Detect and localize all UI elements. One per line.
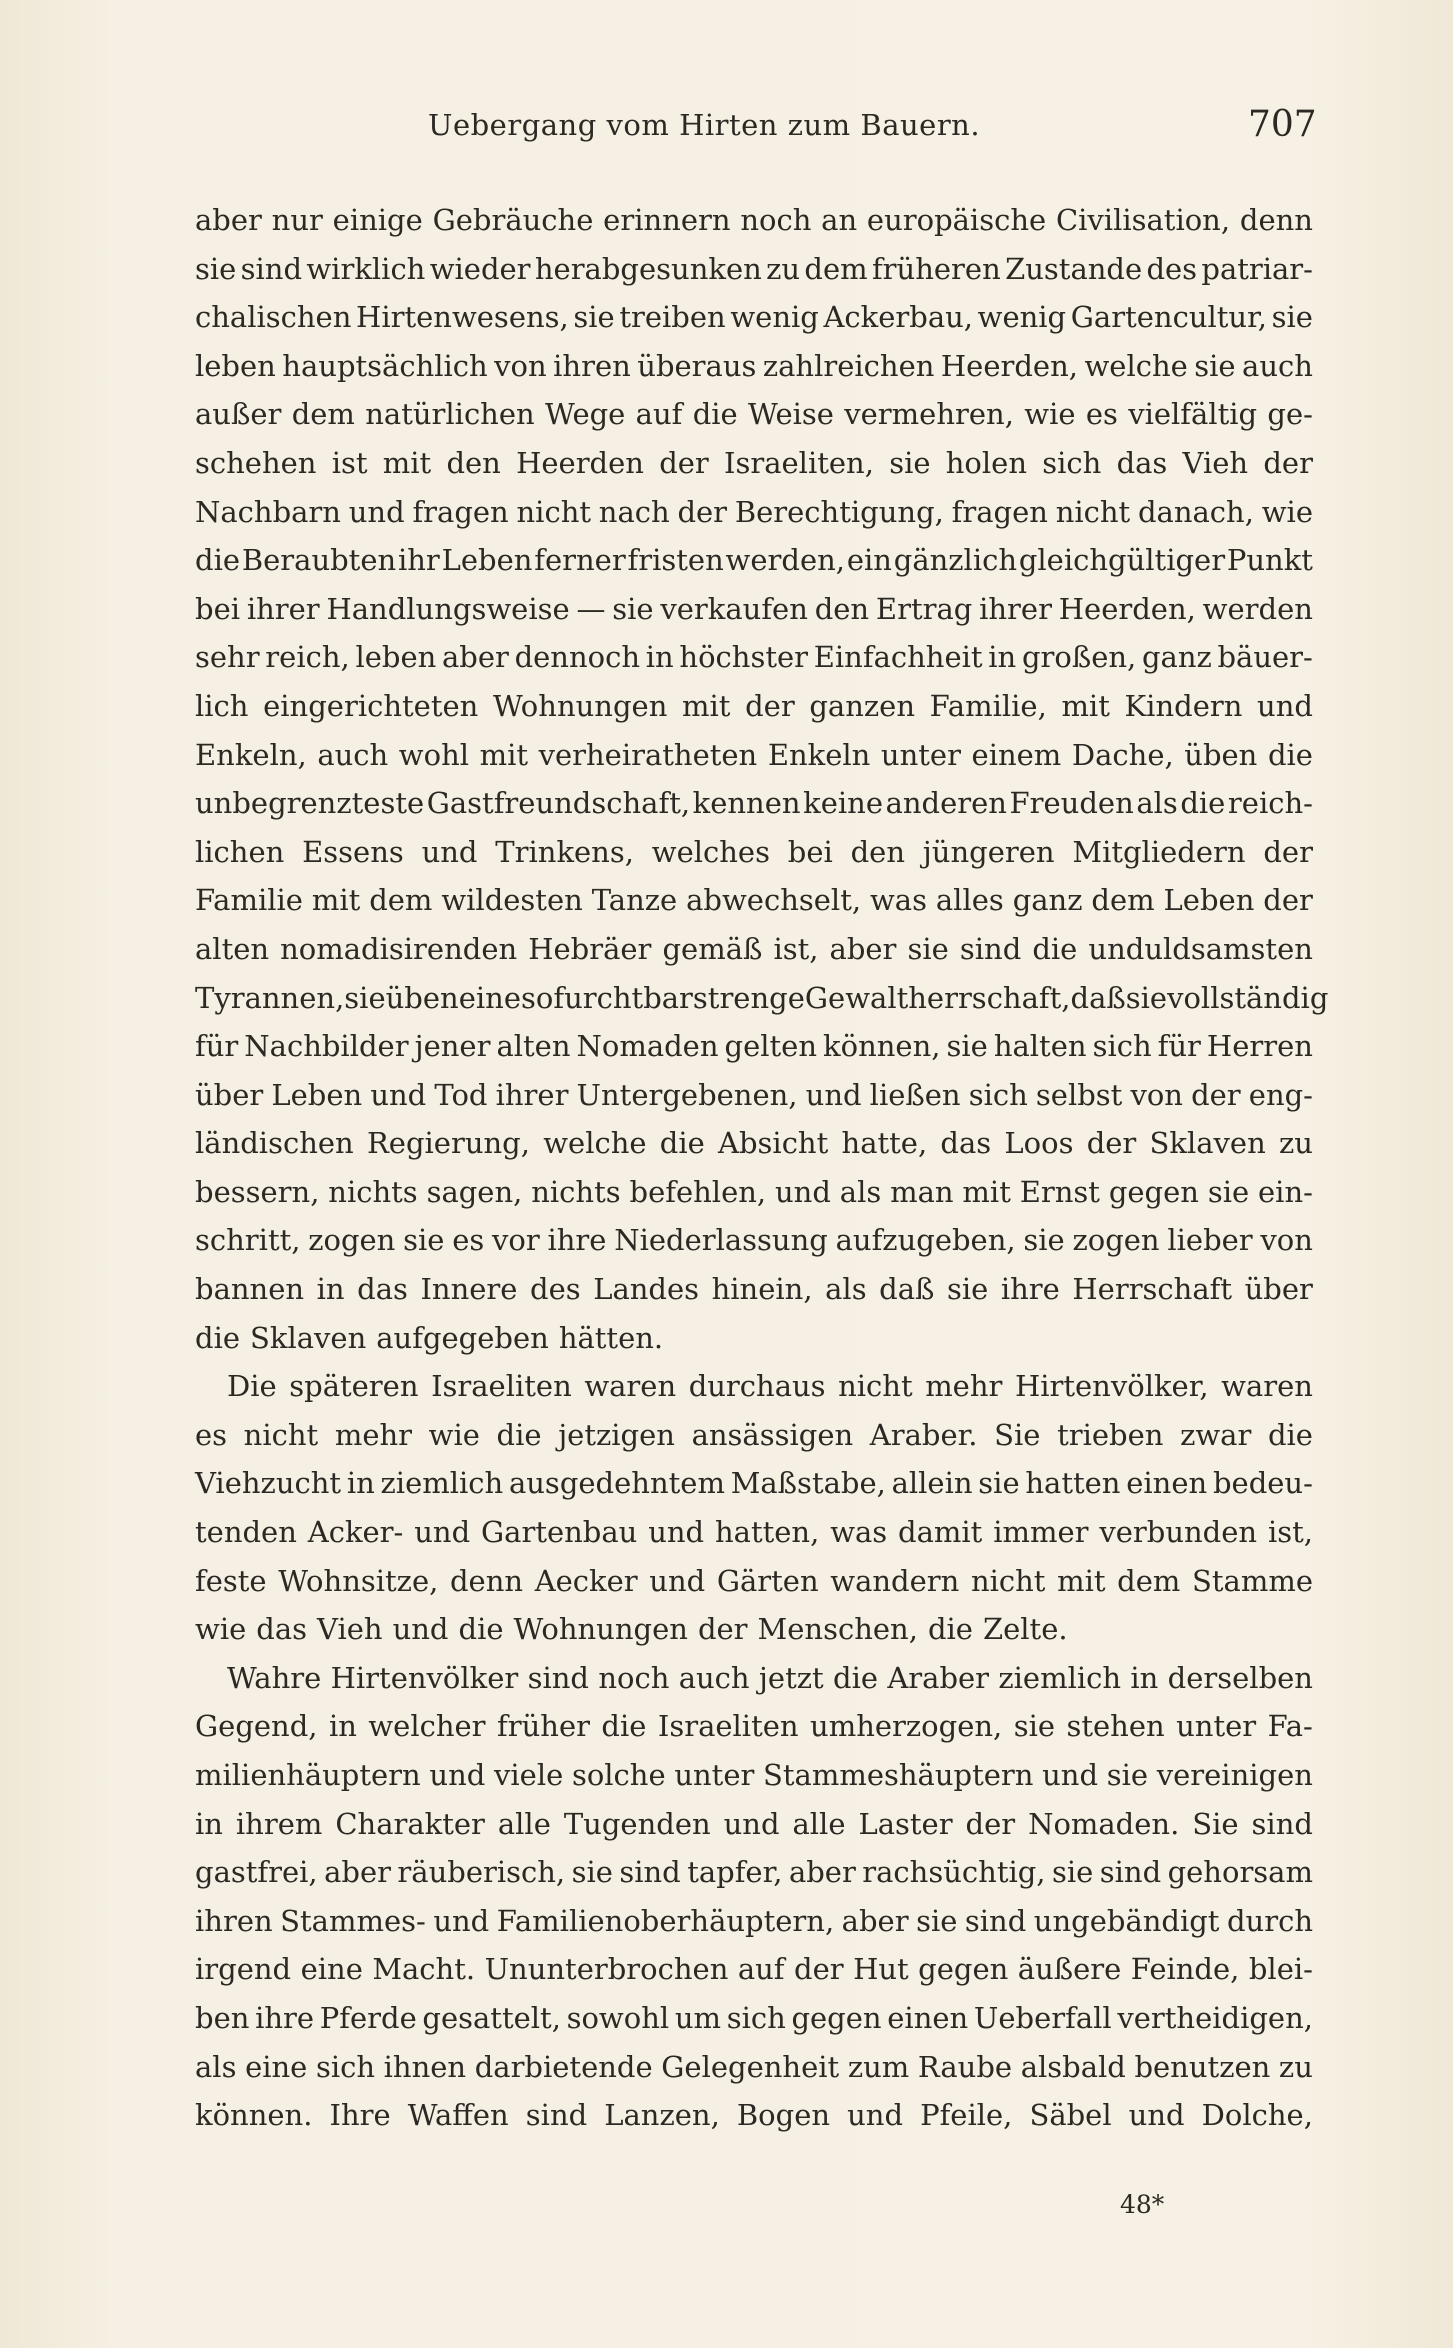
page-number: 707 xyxy=(1248,104,1317,145)
page-header xyxy=(0,104,1453,154)
text-line: sie sind wirklich wieder herabgesunken zu dem früheren Zustande des patriar- xyxy=(195,251,1313,286)
text-line: tenden Acker- und Gartenbau und hatten, was damit immer verbunden ist, xyxy=(195,1515,1313,1550)
text-line: ländischen Regierung, welche die Absicht hatte, das Loos der Sklaven zu xyxy=(195,1126,1313,1161)
text-line: unbegrenzteste Gastfreundschaft, kennen keine anderen Freuden als die reich- xyxy=(195,786,1313,821)
text-line: lich eingerichteten Wohnungen mit der ganzen Familie, mit Kindern und xyxy=(195,688,1313,723)
text-line: als eine sich ihnen darbietende Gelegenheit zum Raube alsbald benutzen zu xyxy=(195,2049,1313,2084)
text-line: schehen ist mit den Heerden der Israeliten, sie holen sich das Vieh der xyxy=(195,445,1313,480)
text-line: feste Wohnsitze, denn Aecker und Gärten wandern nicht mit dem Stamme xyxy=(195,1563,1313,1598)
text-line: schritt, zogen sie es vor ihre Niederlassung aufzugeben, sie zogen lieber von xyxy=(195,1223,1313,1258)
text-line: Viehzucht in ziemlich ausgedehntem Maßstabe, allein sie hatten einen bedeu- xyxy=(195,1466,1313,1501)
text-line: gastfrei, aber räuberisch, sie sind tapfer, aber rachsüchtig, sie sind gehorsam xyxy=(195,1855,1313,1890)
text-line: irgend eine Macht. Ununterbrochen auf der Hut gegen äußere Feinde, blei- xyxy=(195,1952,1313,1987)
text-line: Wahre Hirtenvölker sind noch auch jetzt die Araber ziemlich in derselben xyxy=(227,1660,1313,1695)
text-line: für Nachbilder jener alten Nomaden gelten können, sie halten sich für Herren xyxy=(195,1029,1313,1064)
text-line: Die späteren Israeliten waren durchaus nicht mehr Hirtenvölker, waren xyxy=(227,1369,1313,1404)
text-line: Enkeln, auch wohl mit verheiratheten Enkeln unter einem Dache, üben die xyxy=(195,737,1313,772)
text-line: über Leben und Tod ihrer Untergebenen, und ließen sich selbst von der eng- xyxy=(195,1077,1313,1112)
signature-mark: 48* xyxy=(1120,2190,1165,2219)
text-line: es nicht mehr wie die jetzigen ansässigen Araber. Sie trieben zwar die xyxy=(195,1417,1313,1452)
text-line: lichen Essens und Trinkens, welches bei den jüngeren Mitgliedern der xyxy=(195,834,1313,869)
text-line: Nachbarn und fragen nicht nach der Berechtigung, fragen nicht danach, wie xyxy=(195,494,1313,529)
text-line: aber nur einige Gebräuche erinnern noch an europäische Civilisation, denn xyxy=(195,203,1313,237)
text-line: die Sklaven aufgegeben hätten. xyxy=(195,1320,664,1355)
text-line: in ihrem Charakter alle Tugenden und alle Laster der Nomaden. Sie sind xyxy=(195,1806,1313,1841)
text-line: Tyrannen, sie üben eine so furchtbar strenge Gewaltherrschaft, daß sie vollständig xyxy=(195,980,1329,1015)
text-line: leben hauptsächlich von ihren überaus zahlreichen Heerden, welche sie auch xyxy=(195,348,1313,383)
running-title: Uebergang vom Hirten zum Bauern. xyxy=(428,108,981,142)
text-line: chalischen Hirtenwesens, sie treiben wenig Ackerbau, wenig Gartencultur, sie xyxy=(195,300,1313,335)
text-line: alten nomadisirenden Hebräer gemäß ist, aber sie sind die unduldsamsten xyxy=(195,931,1313,966)
text-line: bei ihrer Handlungsweise — sie verkaufen den Ertrag ihrer Heerden, werden xyxy=(195,591,1313,626)
text-line: Familie mit dem wildesten Tanze abwechselt, was alles ganz dem Leben der xyxy=(195,883,1313,918)
text-line: ihren Stammes- und Familienoberhäuptern, aber sie sind ungebändigt durch xyxy=(195,1903,1313,1938)
body-text xyxy=(195,196,1329,2140)
text-line: sehr reich, leben aber dennoch in höchster Einfachheit in großen, ganz bäuer- xyxy=(195,640,1313,675)
text-line: ben ihre Pferde gesattelt, sowohl um sich gegen einen Ueberfall vertheidigen, xyxy=(195,2000,1313,2035)
text-line: können. Ihre Waffen sind Lanzen, Bogen und Pfeile, Säbel und Dolche, xyxy=(195,2098,1313,2133)
text-line: milienhäuptern und viele solche unter Stammeshäuptern und sie vereinigen xyxy=(195,1758,1313,1792)
text-line: bannen in das Innere des Landes hinein, als daß sie ihre Herrschaft über xyxy=(195,1272,1313,1307)
text-line: wie das Vieh und die Wohnungen der Menschen, die Zelte. xyxy=(195,1612,1068,1647)
text-line: die Beraubten ihr Leben ferner fristen werden, ein gänzlich gleichgültiger Punkt xyxy=(195,543,1313,578)
text-line: außer dem natürlichen Wege auf die Weise vermehren, wie es vielfältig ge- xyxy=(195,397,1313,432)
text-line: bessern, nichts sagen, nichts befehlen, und als man mit Ernst gegen sie ein- xyxy=(195,1174,1313,1209)
text-line: Gegend, in welcher früher die Israeliten umherzogen, sie stehen unter Fa- xyxy=(195,1709,1313,1744)
